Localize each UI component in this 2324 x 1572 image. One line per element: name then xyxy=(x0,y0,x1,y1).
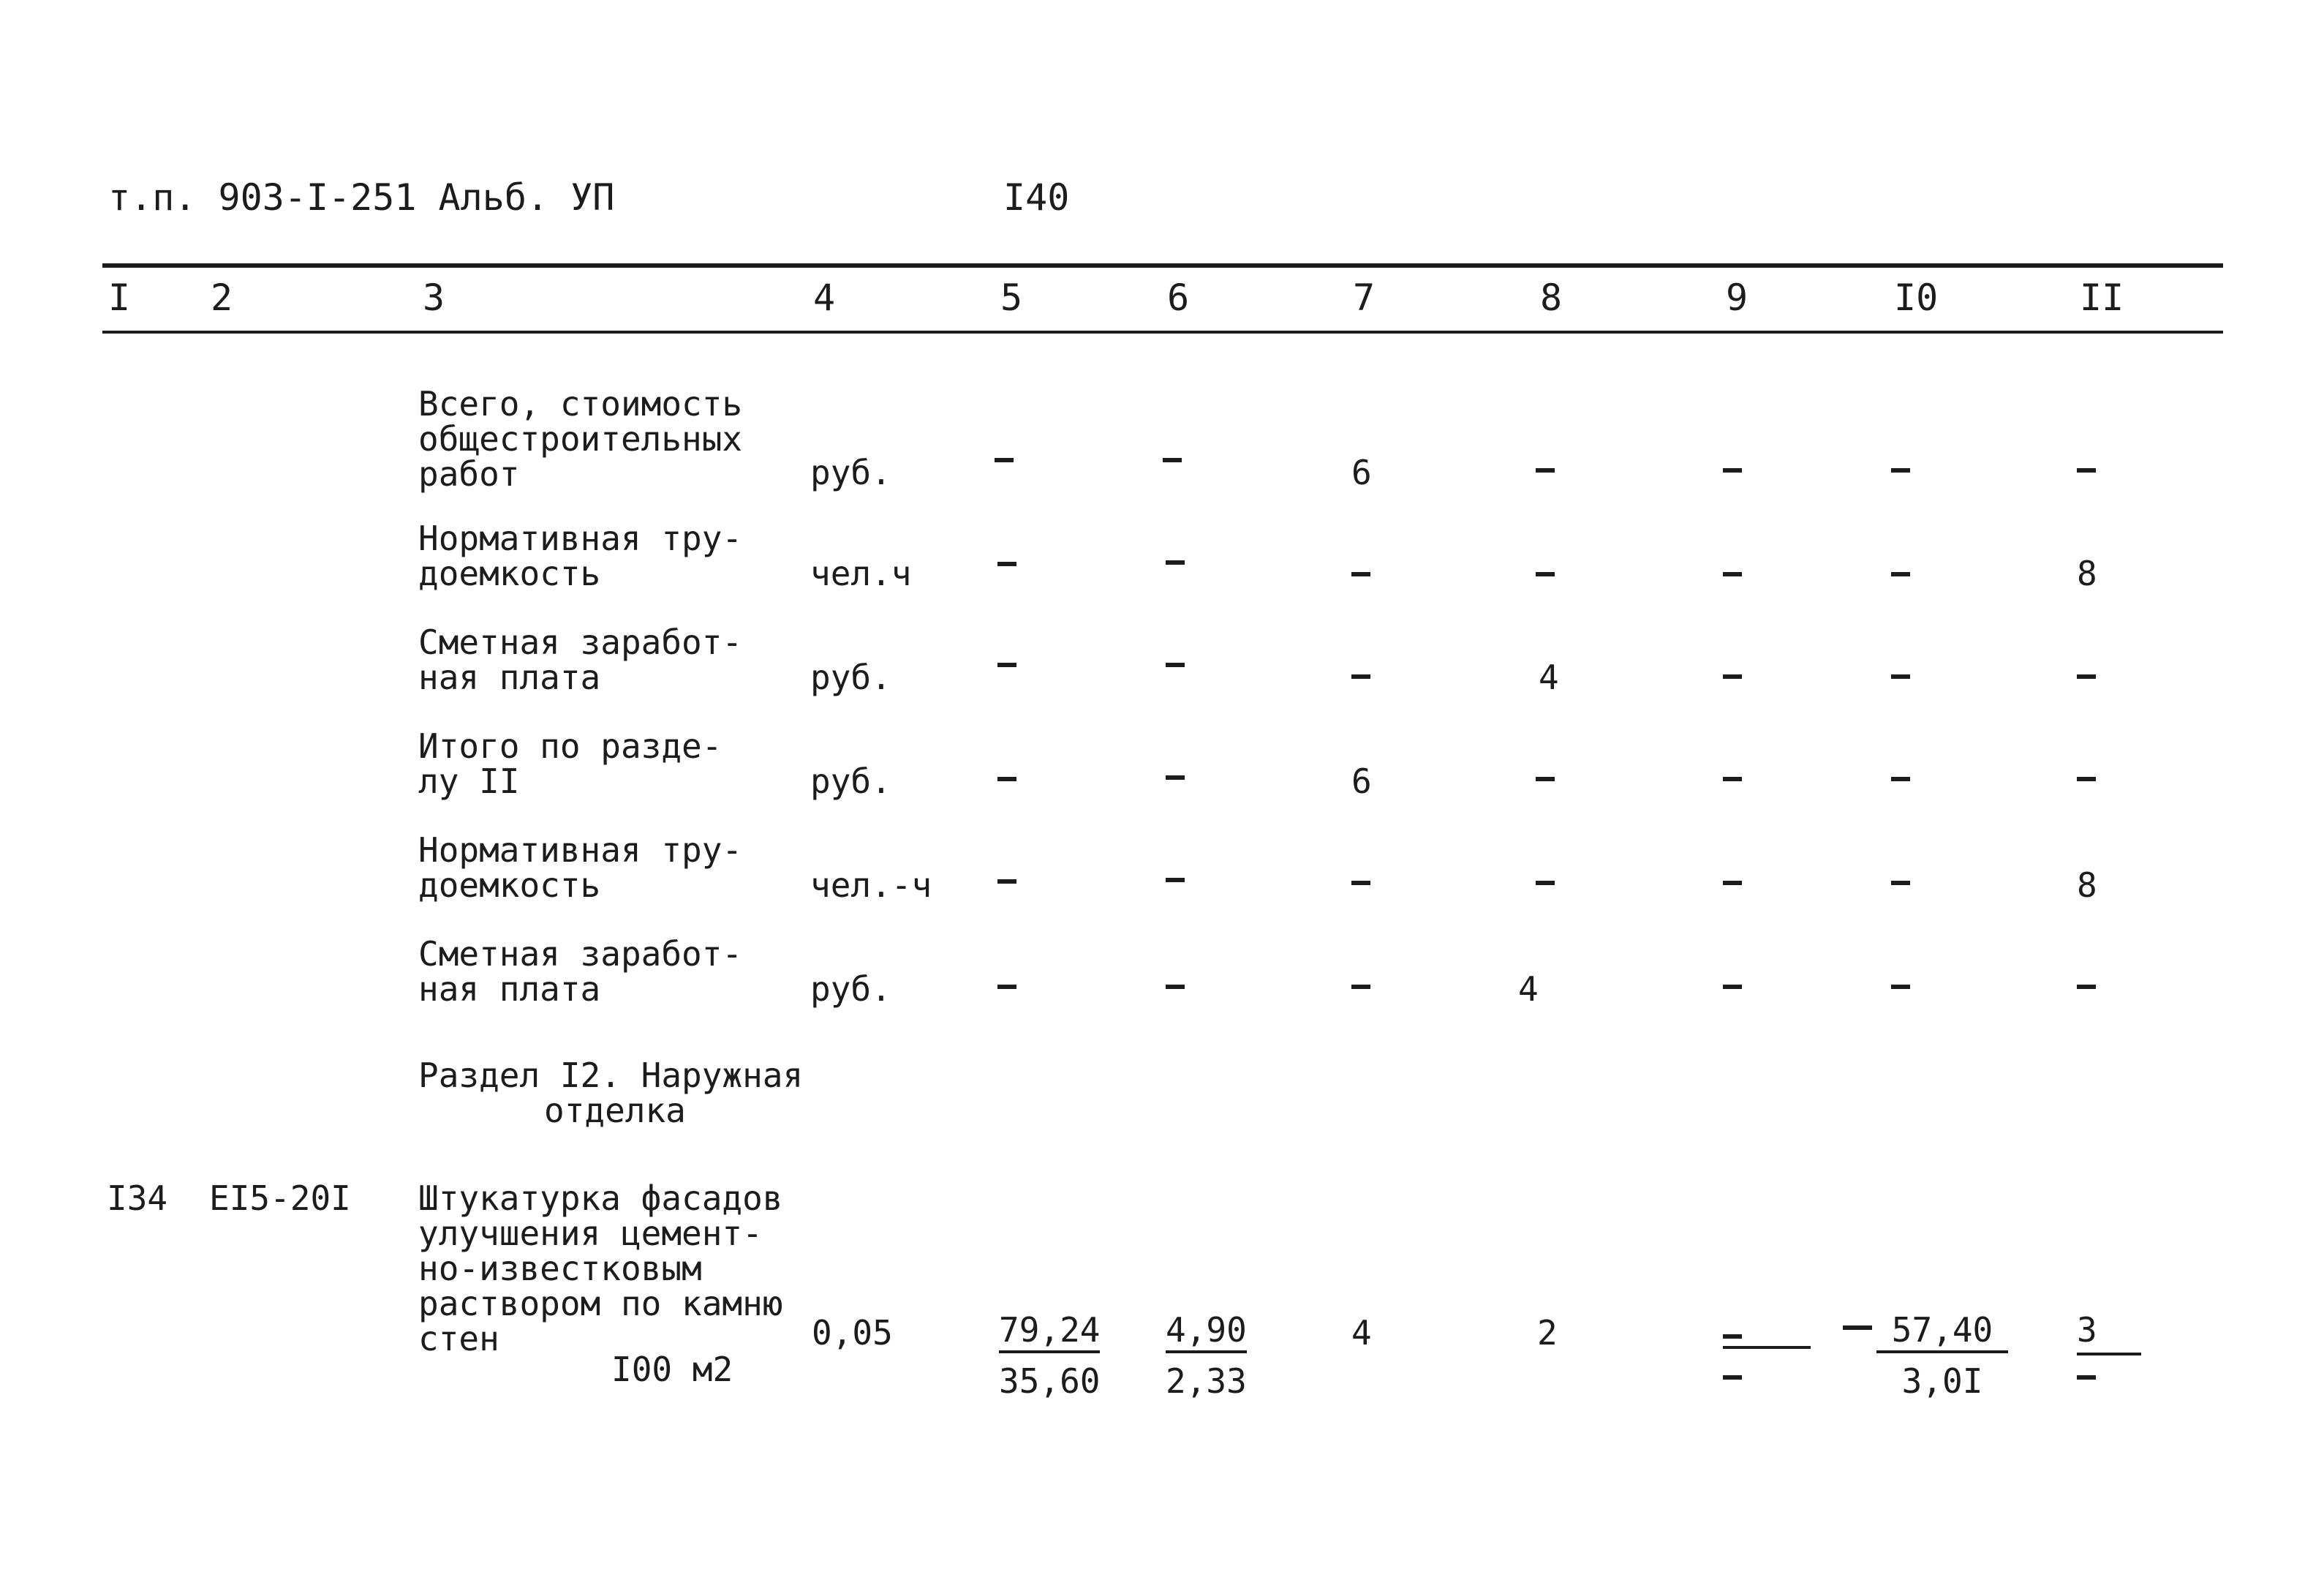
section-heading: Раздел I2. Наружная отделка xyxy=(418,1056,804,1130)
column-header-4: 4 xyxy=(813,277,836,319)
row-description: Сметная заработ- ная плата xyxy=(418,623,743,697)
dash-mark xyxy=(1723,674,1742,679)
dash-mark xyxy=(1166,985,1185,989)
row-unit: руб. xyxy=(810,761,891,801)
item-description: Штукатурка фасадов улучшения цемент- но-известковым раствором по камню стен xyxy=(418,1178,783,1358)
row-value-col11: 8 xyxy=(2077,554,2097,593)
dash-mark xyxy=(1723,468,1742,473)
dash-mark xyxy=(997,663,1016,667)
column-header-11: II xyxy=(2080,277,2124,319)
dash-mark xyxy=(1723,1334,1742,1339)
dash-mark xyxy=(2077,777,2096,781)
row-description: Нормативная тру- доемкость xyxy=(418,830,743,905)
column-header-5: 5 xyxy=(1000,277,1023,319)
column-header-6: 6 xyxy=(1167,277,1190,319)
dash-mark xyxy=(1891,468,1910,473)
dash-mark xyxy=(1166,560,1185,565)
dash-mark xyxy=(1891,777,1910,781)
row-value-col7: 6 xyxy=(1351,453,1372,492)
dash-mark xyxy=(1536,777,1555,781)
row-value-col8: 4 xyxy=(1518,969,1539,1009)
column-header-9: 9 xyxy=(1726,277,1748,319)
item-number: I34 xyxy=(107,1178,168,1218)
column-header-7: 7 xyxy=(1353,277,1376,319)
dash-mark xyxy=(1166,663,1185,667)
dash-mark xyxy=(1351,572,1370,576)
dash-mark xyxy=(2077,985,2096,989)
dash-mark xyxy=(1723,777,1742,781)
page-number: I40 xyxy=(1003,176,1070,219)
item-quantity: 0,05 xyxy=(812,1313,893,1353)
column-header-10: I0 xyxy=(1894,277,1939,319)
dash-mark xyxy=(2077,674,2096,679)
row-unit: чел.ч xyxy=(810,554,912,593)
row-unit: руб. xyxy=(810,658,891,697)
row-description: Сметная заработ- ная плата xyxy=(418,934,743,1009)
fraction-line xyxy=(1723,1346,1811,1349)
item-col6-fraction: $\frac{4,90}{2,33}$ xyxy=(1166,1310,1247,1401)
column-header-1: I xyxy=(108,277,131,319)
item-col11-value: 3 xyxy=(2077,1312,2141,1347)
column-header-3: 3 xyxy=(423,277,445,319)
item-col8-value: 2 xyxy=(1537,1313,1558,1353)
document-reference: т.п. 903-I-251 Альб. УП xyxy=(108,176,615,219)
row-unit: руб. xyxy=(810,453,891,492)
table-header-bottom-rule xyxy=(102,331,2223,334)
row-value-col8: 4 xyxy=(1539,658,1559,697)
dash-mark xyxy=(1536,572,1555,576)
dash-mark xyxy=(1891,985,1910,989)
dash-mark xyxy=(1166,775,1185,780)
item-col7-value: 4 xyxy=(1351,1313,1372,1353)
row-value-col7: 6 xyxy=(1351,761,1372,801)
item-unit: I00 м2 xyxy=(611,1350,733,1389)
row-description: Итого по разде- лу II xyxy=(418,726,723,801)
item-col10-fraction: $\frac{57,40}{3,0I}$ xyxy=(1876,1312,2008,1399)
row-unit: чел.-ч xyxy=(810,865,932,905)
row-description: Всего, стоимость общестроительных работ xyxy=(418,384,743,494)
dash-mark xyxy=(1723,985,1742,989)
column-header-8: 8 xyxy=(1540,277,1563,319)
dash-mark xyxy=(1891,572,1910,576)
dash-mark xyxy=(997,562,1016,566)
dash-mark xyxy=(995,458,1014,462)
dash-mark xyxy=(1843,1325,1872,1330)
dash-mark xyxy=(1891,881,1910,885)
dash-mark xyxy=(1723,881,1742,885)
dash-mark xyxy=(1163,458,1182,462)
row-value-col11: 8 xyxy=(2077,865,2097,905)
item-col5-fraction: $\frac{79,24}{35,60}$ xyxy=(999,1310,1101,1401)
dash-mark xyxy=(997,985,1016,989)
dash-mark xyxy=(2077,1375,2096,1380)
dash-mark xyxy=(1536,468,1555,473)
column-header-2: 2 xyxy=(211,277,233,319)
dash-mark xyxy=(1891,674,1910,679)
dash-mark xyxy=(997,777,1016,781)
dash-mark xyxy=(1166,878,1185,882)
row-unit: руб. xyxy=(810,969,891,1009)
dash-mark xyxy=(1351,674,1370,679)
dash-mark xyxy=(1723,1375,1742,1380)
dash-mark xyxy=(1351,881,1370,885)
table-top-rule xyxy=(102,263,2223,268)
dash-mark xyxy=(997,879,1016,884)
dash-mark xyxy=(2077,468,2096,473)
row-description: Нормативная тру- доемкость xyxy=(418,519,743,593)
dash-mark xyxy=(1536,881,1555,885)
item-code: EI5-20I xyxy=(209,1178,351,1218)
dash-mark xyxy=(1351,985,1370,989)
dash-mark xyxy=(1723,572,1742,576)
